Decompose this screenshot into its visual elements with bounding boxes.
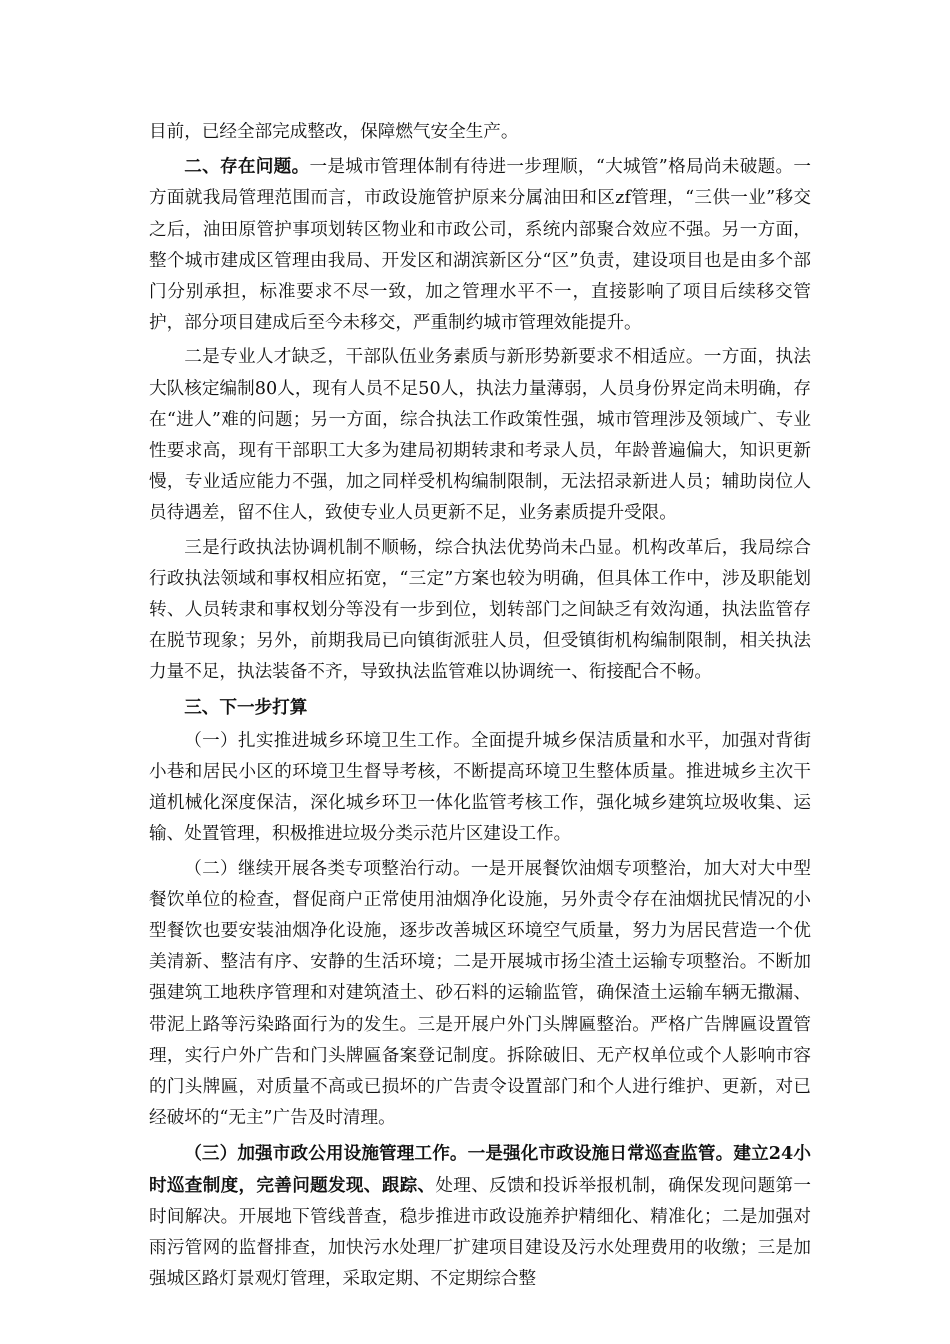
paragraph-2: [149, 151, 811, 339]
section-heading-next-steps: 三、下一步打算: [184, 696, 308, 718]
paragraph-4: 三是行政执法协调机制不顺畅，综合执法优势尚未凸显。机构改革后，我局综合行政执法领域和事权相应拓宽，“三定”方案也较为明确，但具体工作中，涉及职能划转、人员转隶和事权划分等没有一步到位，划转部门之间缺乏有效沟通，执法监管存在脱节现象；另外，前期我局已向镇街派驻人员，但受镇街机构编制限制，相关执法力量不足，执法装备不齐，导致执法监管难以协调统一、衔接配合不畅。: [149, 537, 811, 683]
paragraph-2-body: 一是城市管理体制有待进一步理顺，“大城管”格局尚未破题。一方面就我局管理范围而言，市政设施管护原来分属油田和区zf管理，“三供一业”移交之后，油田原管护事项划转区物业和市政公司，系统内部聚合效应不强。另一方面，整个城市建成区管理由我局、开发区和湖滨新区分“区”负责，建设项目也是由多个部门分别承担，标准要求不尽一致，加之管理水平不一，直接影响了项目后续移交管护，部分项目建成后至今未移交，严重制约城市管理效能提升。: [149, 157, 811, 334]
paragraph-8: [149, 1138, 811, 1296]
paragraph-8-bold-lead: （三）加强市政公用设施管理工作。一是强化市政设施日常巡查监管。建立24小时巡查制度，完善问题发现、跟踪、: [149, 1142, 811, 1196]
paragraph-7: （二）继续开展各类专项整治行动。一是开展餐饮油烟专项整治，加大对大中型餐饮单位的检查，督促商户正常使用油烟净化设施，另外责令存在油烟扰民情况的小型餐饮也要安装油烟净化设施，逐步改善城区环境空气质量，努力为居民营造一个优美清新、整洁有序、安静的生活环境；二是开展城市扬尘渣土运输专项整治。不断加强建筑工地秩序管理和对建筑渣土、砂石料的运输监管，确保渣土运输车辆无撒漏、带泥上路等污染路面行为的发生。三是开展户外门头牌匾整治。严格广告牌匾设置管理，实行户外广告和门头牌匾备案登记制度。拆除破旧、无产权单位或个人影响市容的门头牌匾，对质量不高或已损坏的广告责令设置部门和个人进行维护、更新，对已经破坏的“无主”广告及时清理。: [149, 858, 811, 1129]
paragraph-3: 二是专业人才缺乏，干部队伍业务素质与新形势新要求不相适应。一方面，执法大队核定编制80人，现有人员不足50人，执法力量薄弱，人员身份界定尚未明确，存在“进人”难的问题；另一方面，综合执法工作政策性强，城市管理涉及领域广、专业性要求高，现有干部职工大多为建局初期转隶和考录人员，年龄普遍偏大，知识更新慢，专业适应能力不强，加之同样受机构编制限制，无法招录新进人员；辅助岗位人员待遇差，留不住人，致使专业人员更新不足，业务素质提升受限。: [149, 347, 811, 524]
paragraph-8-body: 处理、反馈和投诉举报机制，确保发现问题第一时间解决。开展地下管线普查，稳步推进市政设施养护精细化、精准化；二是加强对雨污管网的监督排查，加快污水处理厂扩建项目建设及污水处理费用的收缴；三是加强城区路灯景观灯管理，采取定期、不定期综合整: [149, 1175, 811, 1290]
paragraph-1: 目前，已经全部完成整改，保障燃气安全生产。: [149, 122, 519, 142]
document-page: [149, 117, 811, 1296]
paragraph-6: （一）扎实推进城乡环境卫生工作。全面提升城乡保洁质量和水平，加强对背街小巷和居民小区的环境卫生督导考核，不断提高环境卫生整体质量。推进城乡主次干道机械化深度保洁，深化城乡环卫一体化监管考核工作，强化城乡建筑垃圾收集、运输、处置管理，积极推进垃圾分类示范片区建设工作。: [149, 730, 811, 845]
section-heading-problems: 二、存在问题。: [184, 156, 310, 178]
